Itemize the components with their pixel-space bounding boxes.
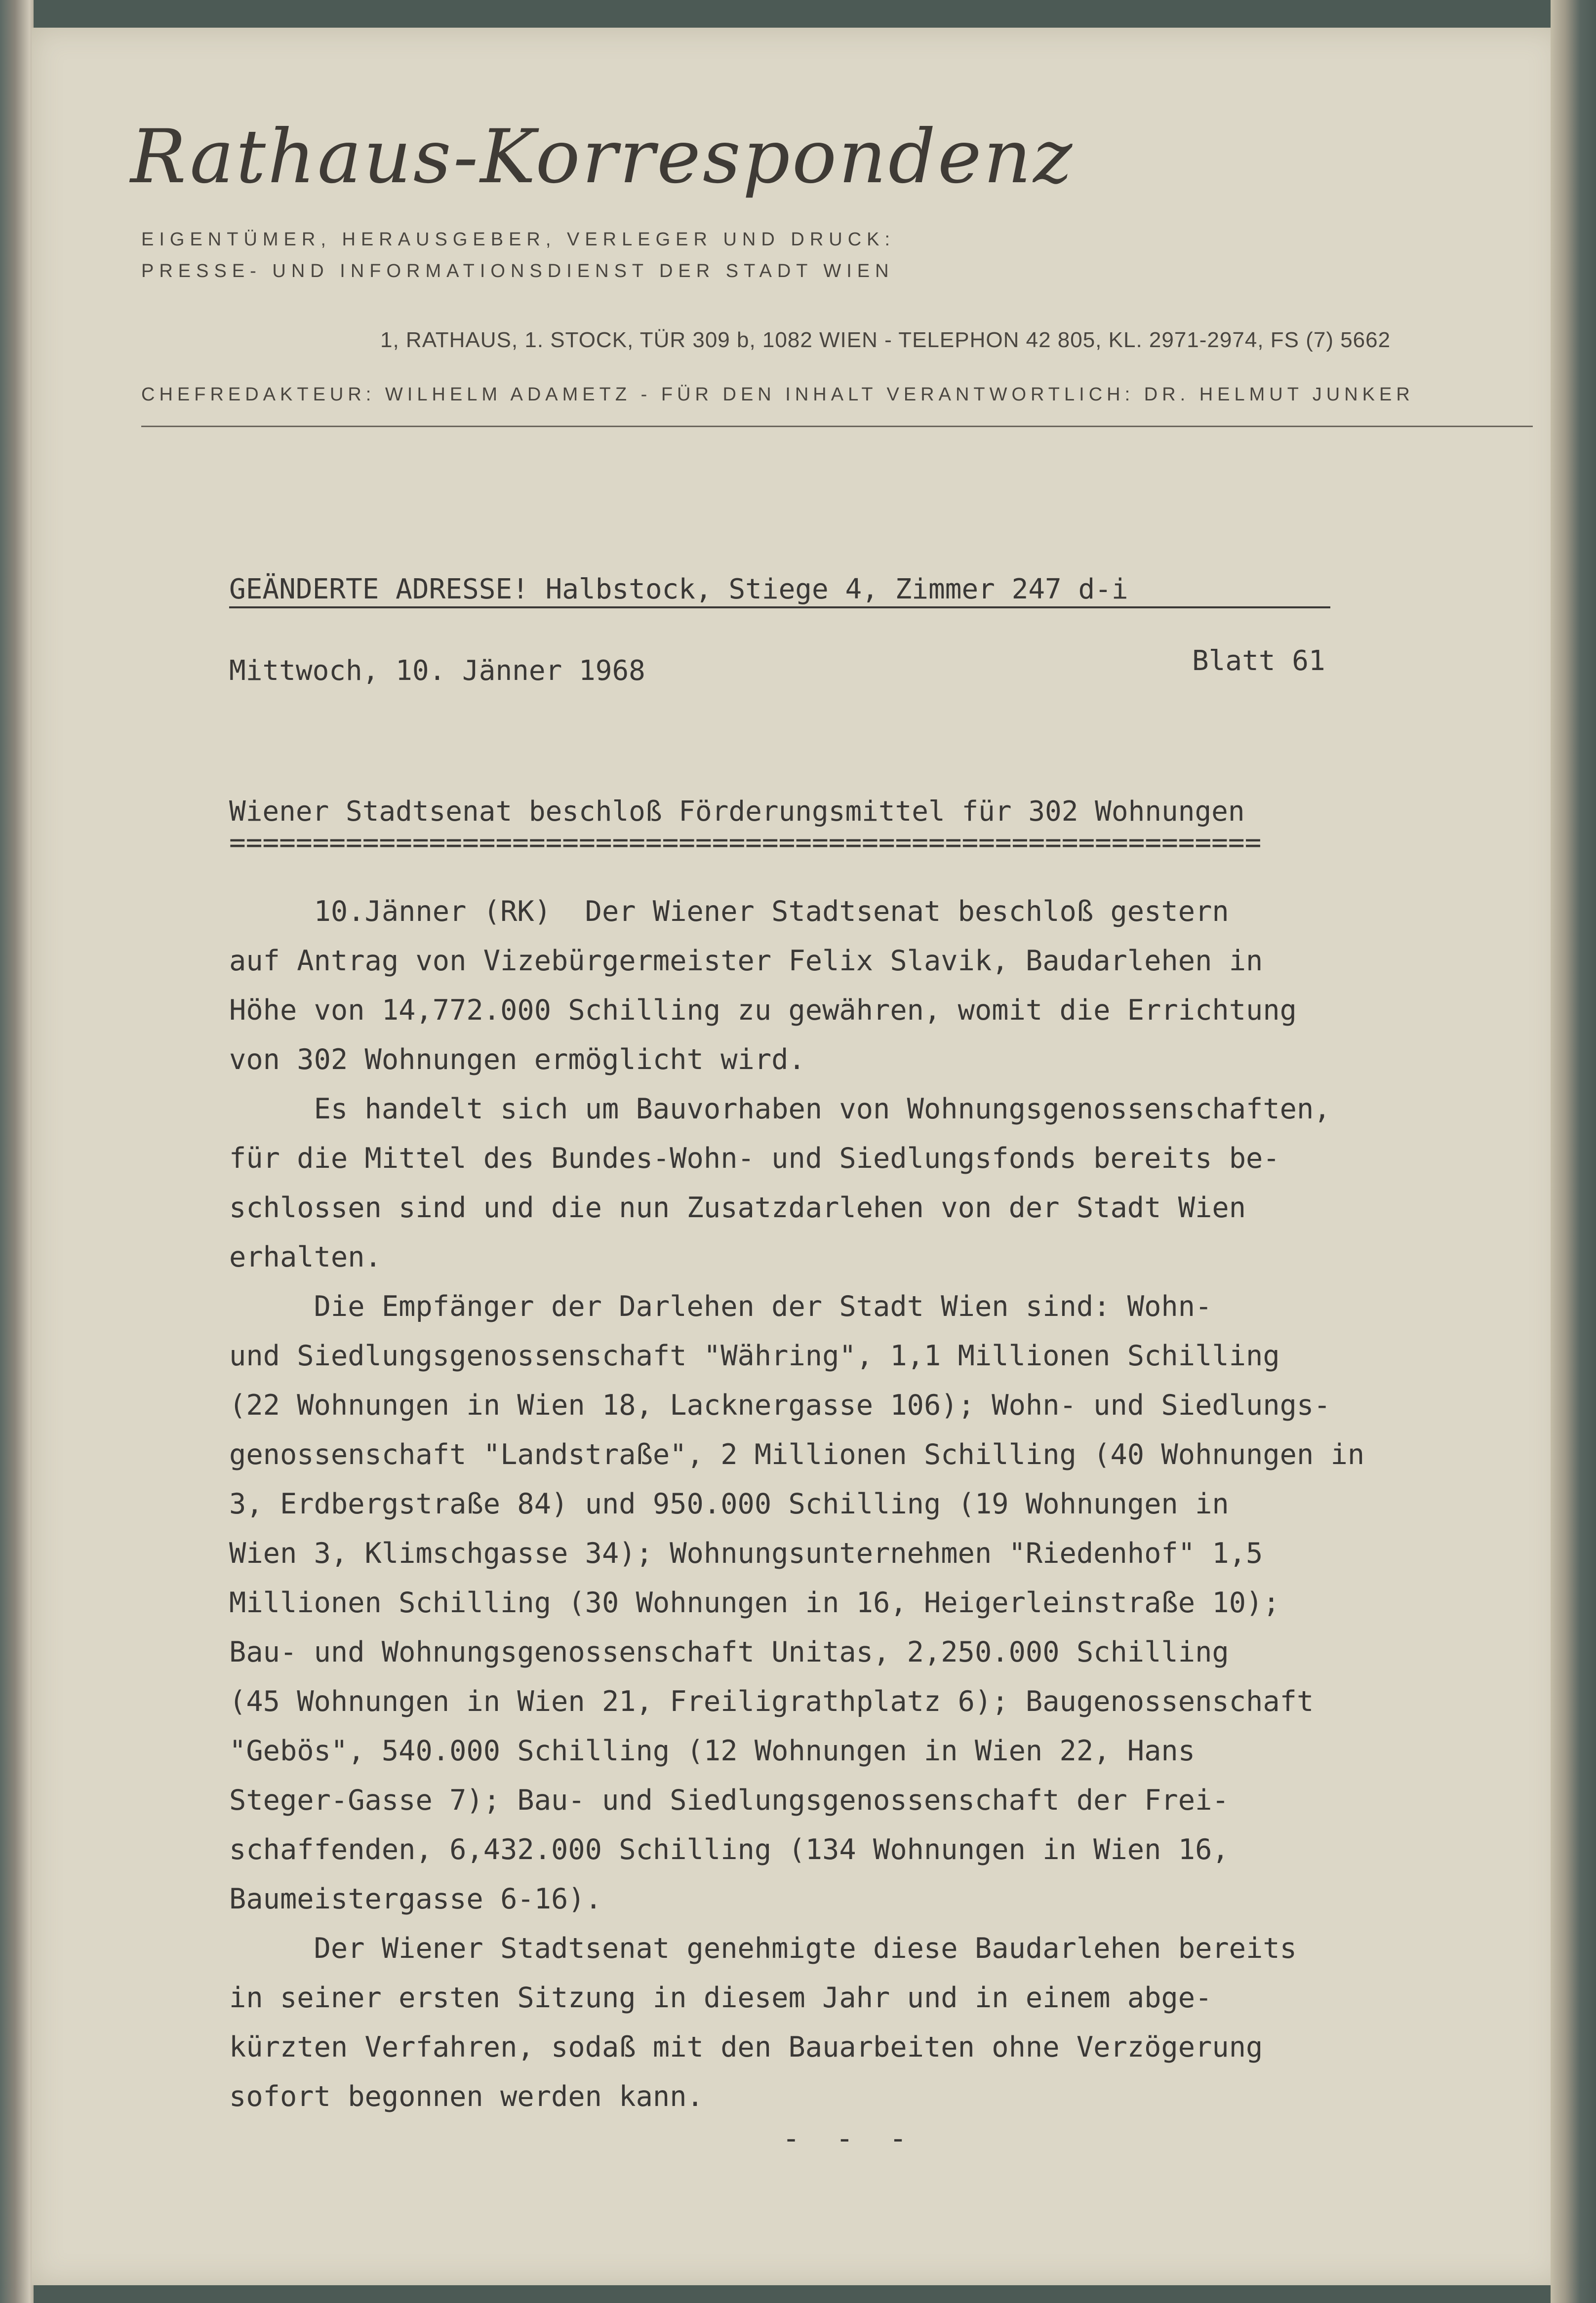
body-line: Millionen Schilling (30 Wohnungen in 16, Heigerleinstraße 10);	[229, 1587, 1280, 1619]
body-line: Der Wiener Stadtsenat genehmigte diese Baudarlehen bereits	[229, 1932, 1297, 1965]
address-change-notice: GEÄNDERTE ADRESSE! Halbstock, Stiege 4, Zimmer 247 d-i	[229, 573, 1128, 605]
body-line: in seiner ersten Sitzung in diesem Jahr und in einem abge-	[229, 1982, 1212, 2014]
masthead-divider	[141, 426, 1533, 427]
masthead-service-line: PRESSE- UND INFORMATIONSDIENST DER STADT WIEN	[141, 261, 894, 281]
body-line: (45 Wohnungen in Wien 21, Freiligrathplatz 6); Baugenossenschaft	[229, 1685, 1314, 1718]
body-line: sofort begonnen werden kann.	[229, 2080, 704, 2113]
issue-date: Mittwoch, 10. Jänner 1968	[229, 655, 645, 687]
body-line: Die Empfänger der Darlehen der Stadt Wien sind: Wohn-	[229, 1290, 1212, 1323]
body-line: für die Mittel des Bundes-Wohn- und Siedlungsfonds bereits be-	[229, 1142, 1280, 1175]
body-line: von 302 Wohnungen ermöglicht wird.	[229, 1043, 805, 1076]
body-line: genossenschaft "Landstraße", 2 Millionen Schilling (40 Wohnungen in	[229, 1438, 1365, 1471]
body-line: schaffenden, 6,432.000 Schilling (134 Wohnungen in Wien 16,	[229, 1833, 1229, 1866]
body-line: kürzten Verfahren, sodaß mit den Bauarbeiten ohne Verzögerung	[229, 2031, 1263, 2064]
body-line: Steger-Gasse 7); Bau- und Siedlungsgenossenschaft der Frei-	[229, 1784, 1229, 1817]
adjacent-page-edge	[0, 0, 34, 2303]
masthead-address-line: 1, RATHAUS, 1. STOCK, TÜR 309 b, 1082 WIEN - TELEPHON 42 805, KL. 2971-2974, FS (7) 5662	[380, 328, 1391, 352]
body-line: "Gebös", 540.000 Schilling (12 Wohnungen in Wien 22, Hans	[229, 1735, 1196, 1767]
masthead-editor-line: CHEFREDAKTEUR: WILHELM ADAMETZ - FÜR DEN INHALT VERANTWORTLICH: DR. HELMUT JUNKER	[141, 384, 1414, 405]
body-line: schlossen sind und die nun Zusatzdarlehen von der Stadt Wien	[229, 1191, 1246, 1224]
headline-underline: ==============================================================	[229, 827, 1262, 859]
body-line: Bau- und Wohnungsgenossenschaft Unitas, 2,250.000 Schilling	[229, 1636, 1229, 1668]
body-line: und Siedlungsgenossenschaft "Währing", 1,1 Millionen Schilling	[229, 1340, 1280, 1372]
body-line: Baumeistergasse 6-16).	[229, 1883, 602, 1915]
masthead-owner-line: EIGENTÜMER, HERAUSGEBER, VERLEGER UND DRUCK:	[141, 229, 896, 250]
body-line: 10.Jänner (RK) Der Wiener Stadtsenat beschloß gestern	[229, 895, 1229, 928]
body-line: Wien 3, Klimschgasse 34); Wohnungsunternehmen "Riedenhof" 1,5	[229, 1537, 1263, 1570]
article-headline: Wiener Stadtsenat beschloß Förderungsmittel für 302 Wohnungen	[229, 795, 1245, 828]
page-edge-shadow	[1551, 0, 1596, 2303]
masthead-title: Rathaus-Korrespondenz	[130, 114, 1075, 200]
body-line: (22 Wohnungen in Wien 18, Lacknergasse 106); Wohn- und Siedlungs-	[229, 1389, 1331, 1422]
notice-underline	[229, 606, 1330, 608]
end-mark: - - -	[782, 2121, 916, 2156]
sheet-number: Blatt 61	[1192, 645, 1325, 677]
body-line: auf Antrag von Vizebürgermeister Felix Slavik, Baudarlehen in	[229, 945, 1263, 977]
body-line: Höhe von 14,772.000 Schilling zu gewähren, womit die Errichtung	[229, 994, 1297, 1027]
body-line: 3, Erdbergstraße 84) und 950.000 Schilling (19 Wohnungen in	[229, 1488, 1229, 1520]
body-line: Es handelt sich um Bauvorhaben von Wohnungsgenossenschaften,	[229, 1093, 1331, 1125]
body-line: erhalten.	[229, 1241, 382, 1273]
article-body	[229, 887, 1592, 2121]
document-page	[32, 28, 1560, 2285]
